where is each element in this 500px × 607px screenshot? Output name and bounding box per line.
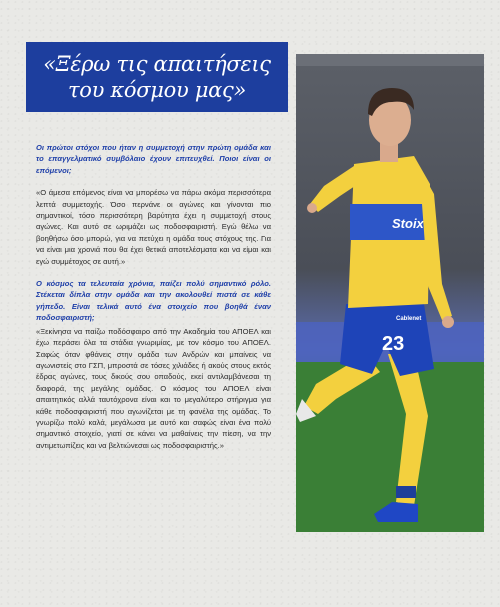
- question-1: Οι πρώτοι στόχοι που ήταν η συμμετοχή στην πρώτη ομάδα και το επαγγελματικό συμβόλαιο έχουν επιτευχθεί. Ποιοι είναι οι επόμενοι;: [36, 143, 271, 175]
- answer-2: «Ξεκίνησα να παίζω ποδόσφαιρο από την Ακαδημία του ΑΠΟΕΛ και έχω περάσει όλα τα στάδια γνωριμίας, με τον κόσμο του ΑΠΟΕΛ. Σαφώς όταν φθάνεις στην ομάδα των Ανδρών και μπαίνεις να αγωνιστείς στο ΓΣΠ, μπροστά σε τόσες χιλιάδες ή ακούς στους εκτός έδρας αγώνες, τους δικούς σου οπαδούς, εκεί αντιλαμβάνεσαι τη διαφορά, της μεγάλης ομάδας. Ο κόσμος του ΑΠΟΕΛ είναι απαιτητικός αλλά ταυτόχρονα είναι και το μεγαλύτερο στήριγμα για κάθε ποδοσφαιριστή που αγωνίζεται με τη φανέλα της ομάδας. Το γνωρίζω πολύ καλά, μεγάλωσα με αυτό και σαφώς είναι ένα πολύ σημαντικό στοιχείο, γιατί σε κάνει να μαθαίνεις την πίεση, να την αντιμετωπίζεις και να βελτιώνεσαι ως ποδοσφαιριστής.»: [36, 326, 271, 450]
- player-illustration: [296, 54, 484, 532]
- shorts-sponsor: Cablenet: [396, 316, 422, 322]
- answer-1: «Ο άμεσα επόμενος είναι να μπορέσω να πάρω ακόμα περισσότερα λεπτά συμμετοχής. Όσο περνάνε οι αγώνες και γίνονται πιο σημαντικοί, τόσο περισσότερη βαρύτητα έχει η συμμετοχή στους αγώνες. Και αυτό σε ωριμάζει ως ποδοσφαιριστή. Εγώ θέλω να βοηθήσω όσο μπορώ, για να πετύχει η ομάδα τους στόχους της. Για να είναι μια χρονιά που θα έχει θετικά αποτελέσματα και να είμαι και εγώ συμμέτοχος σε αυτή.»: [36, 188, 271, 266]
- headline-box: [26, 42, 288, 112]
- interview-text: [36, 142, 271, 462]
- shirt-number-shorts: 23: [382, 333, 405, 355]
- player-photo: [296, 54, 484, 532]
- page-title: «Ξέρω τις απαιτήσεις του κόσμου μας»: [43, 52, 271, 102]
- question-2: Ο κόσμος τα τελευταία χρόνια, παίζει πολύ σημαντικό ρόλο. Στέκεται δίπλα στην ομάδα και την ακολουθεί πιστά σε κάθε γήπεδο. Είναι τελικά αυτό ένα στοιχείο που βοηθά έναν ποδοσφαιριστή;: [36, 279, 271, 323]
- shirt-sponsor: Stoix: [392, 216, 424, 231]
